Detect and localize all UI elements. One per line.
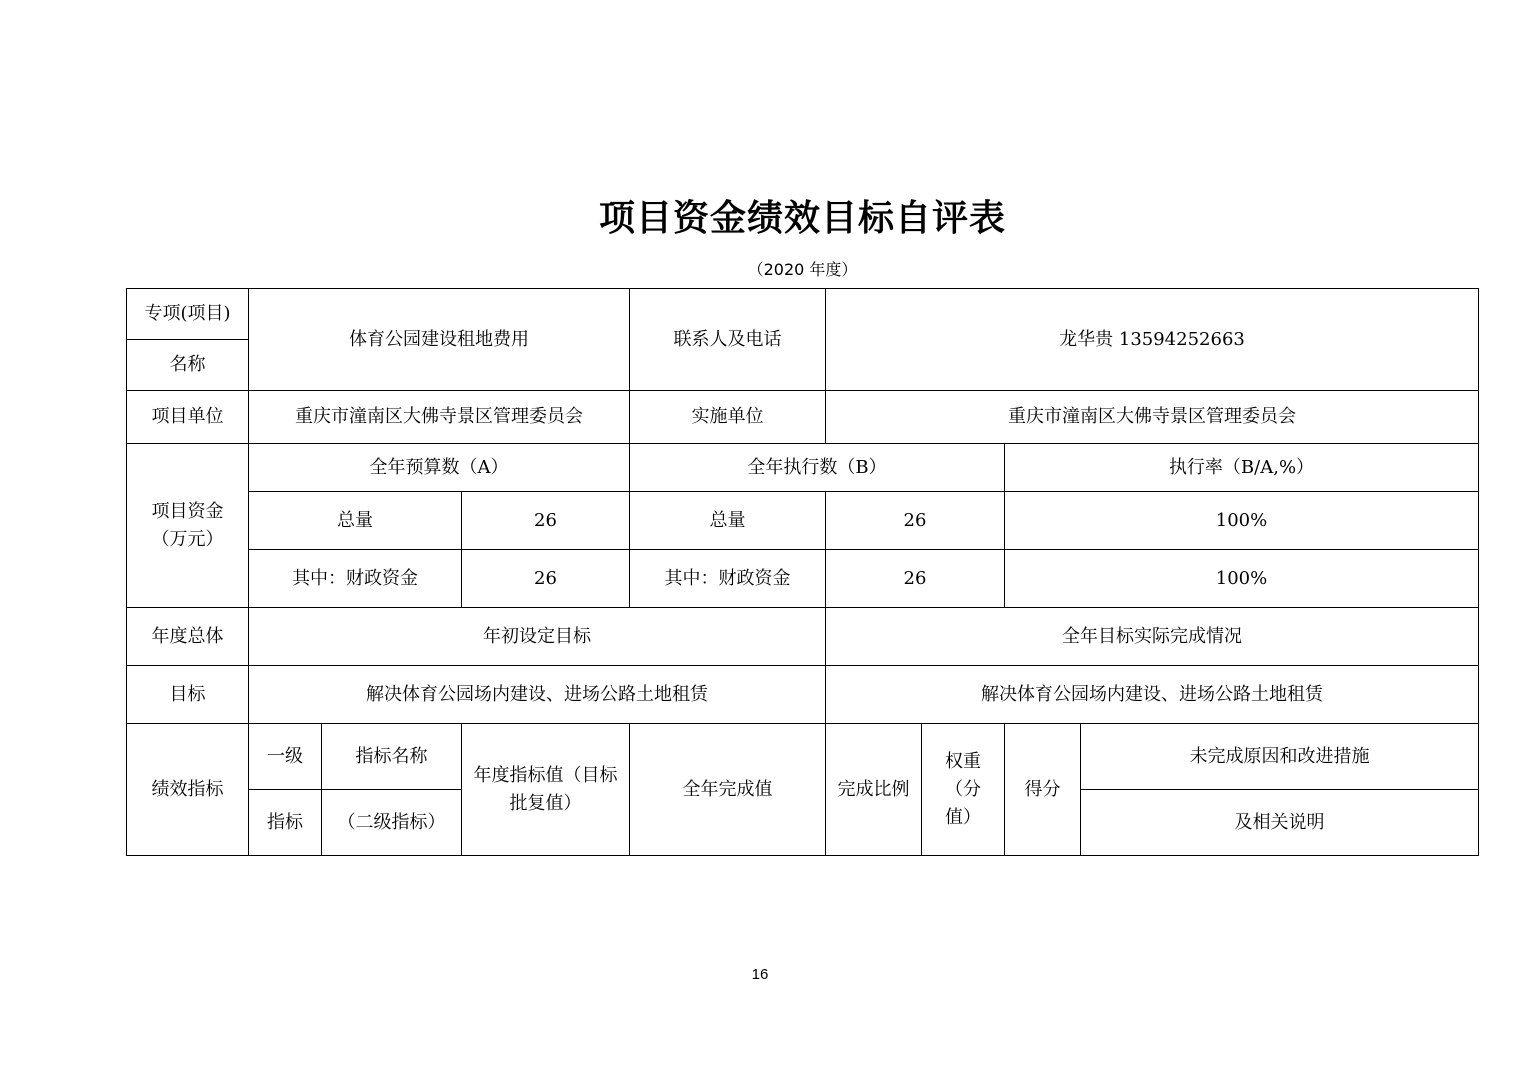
- actual-completion-value: 解决体育公园场内建设、进场公路土地租赁: [826, 666, 1479, 724]
- funds-label-line2: （万元）: [151, 528, 224, 550]
- annual-indicator-value: [462, 724, 630, 856]
- target-label: 目标: [127, 666, 249, 724]
- annual-overall-label: 年度总体: [127, 608, 249, 666]
- budget-header: 全年预算数（A）: [249, 444, 630, 492]
- impl-unit-label: 实施单位: [630, 391, 826, 444]
- initial-target-value: 解决体育公园场内建设、进场公路土地租赁: [249, 666, 826, 724]
- contact-value: 龙华贵 13594252663: [826, 289, 1479, 391]
- level1-bottom: 指标: [249, 790, 322, 856]
- total-rate: 100%: [1005, 492, 1479, 550]
- fiscal-label-b: 其中：财政资金: [630, 550, 826, 608]
- weight-line2: （分: [945, 778, 981, 800]
- page-number: 16: [751, 966, 769, 983]
- reason-top: 未完成原因和改进措施: [1081, 724, 1479, 790]
- completion-ratio: 完成比例: [826, 724, 922, 856]
- fiscal-rate: 100%: [1005, 550, 1479, 608]
- fiscal-value-a: 26: [462, 550, 630, 608]
- annual-value-line2: 批复值）: [509, 792, 582, 814]
- total-label-a: 总量: [249, 492, 462, 550]
- reason-bottom: 及相关说明: [1081, 790, 1479, 856]
- fiscal-value-b: 26: [826, 550, 1005, 608]
- project-name-value: 体育公园建设租地费用: [249, 289, 630, 391]
- full-year-value: 全年完成值: [630, 724, 826, 856]
- exec-header: 全年执行数（B）: [630, 444, 1005, 492]
- contact-label: 联系人及电话: [630, 289, 826, 391]
- impl-unit-value: 重庆市潼南区大佛寺景区管理委员会: [826, 391, 1479, 444]
- total-value-b: 26: [826, 492, 1005, 550]
- project-name-label-bottom: 名称: [127, 340, 249, 391]
- funds-label: [127, 444, 249, 608]
- initial-target-header: 年初设定目标: [249, 608, 826, 666]
- fiscal-label-a: 其中：财政资金: [249, 550, 462, 608]
- weight-line3: 值）: [945, 806, 981, 828]
- project-name-label-top: 专项(项目): [127, 289, 249, 340]
- indicator-name-top: 指标名称: [322, 724, 462, 790]
- level1-top: 一级: [249, 724, 322, 790]
- annual-value-line1: 年度指标值（目标: [473, 764, 618, 786]
- project-unit-label: 项目单位: [127, 391, 249, 444]
- project-unit-value: 重庆市潼南区大佛寺景区管理委员会: [249, 391, 630, 444]
- total-value-a: 26: [462, 492, 630, 550]
- score: 得分: [1005, 724, 1081, 856]
- total-label-b: 总量: [630, 492, 826, 550]
- page-subtitle: （2020 年度）: [747, 260, 858, 279]
- funds-label-line1: 项目资金: [151, 500, 224, 522]
- indicator-name-bottom: （二级指标）: [322, 790, 462, 856]
- perf-label: 绩效指标: [127, 724, 249, 856]
- self-evaluation-table: [126, 288, 1479, 856]
- weight-line1: 权重: [945, 750, 981, 772]
- rate-header: 执行率（B/A,%）: [1005, 444, 1479, 492]
- weight: [922, 724, 1005, 856]
- page-title: 项目资金绩效目标自评表: [598, 197, 1006, 239]
- actual-completion-header: 全年目标实际完成情况: [826, 608, 1479, 666]
